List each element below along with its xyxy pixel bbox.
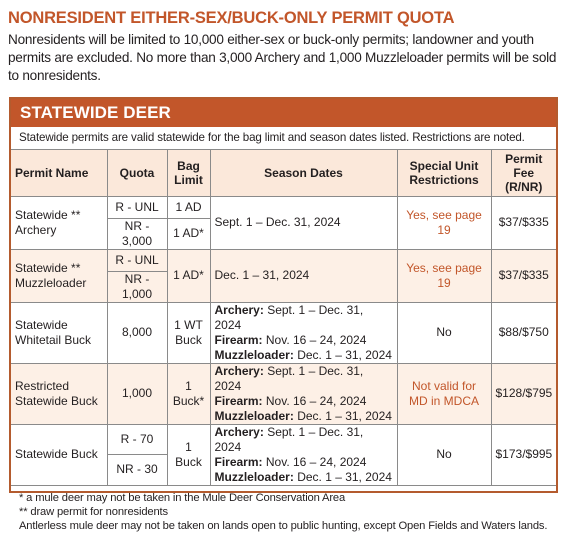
col-bag-limit: Bag Limit bbox=[167, 150, 210, 196]
season-dates bbox=[210, 302, 397, 363]
table-row bbox=[11, 363, 556, 424]
quota: 1,000 bbox=[107, 363, 167, 424]
footnote-antlerless: Antlerless mule deer may not be taken on lands open to public hunting, except Open Fields and Waters lands. bbox=[19, 519, 548, 532]
season-archery: Archery: Sept. 1 – Dec. 31, 2024 bbox=[214, 424, 364, 454]
permit-name: Statewide Buck bbox=[11, 424, 107, 485]
quota-nonresident: NR - 1,000 bbox=[107, 271, 167, 302]
table-row bbox=[11, 249, 556, 271]
footnotes bbox=[11, 486, 556, 533]
season-muzzleloader: Muzzleloader: Dec. 1 – 31, 2024 bbox=[214, 347, 392, 362]
quota-resident: R - UNL bbox=[107, 249, 167, 271]
col-restrictions: Special Unit Restrictions bbox=[397, 150, 491, 196]
header-row bbox=[11, 150, 556, 196]
permit-fee: $37/$335 bbox=[491, 249, 556, 302]
permit-fee: $173/$995 bbox=[491, 424, 556, 485]
season-dates bbox=[210, 424, 397, 485]
restriction: No bbox=[397, 302, 491, 363]
permit-name: Statewide ** Archery bbox=[11, 196, 107, 249]
bag-limit: 1 AD* bbox=[167, 218, 210, 249]
restriction: Not valid for MD in MDCA bbox=[397, 363, 491, 424]
col-quota: Quota bbox=[107, 150, 167, 196]
season-archery: Archery: Sept. 1 – Dec. 31, 2024 bbox=[214, 363, 364, 393]
season-firearm: Firearm: Nov. 16 – 24, 2024 bbox=[214, 393, 367, 408]
season-archery: Archery: Sept. 1 – Dec. 31, 2024 bbox=[214, 302, 364, 332]
quota: 8,000 bbox=[107, 302, 167, 363]
bag-limit: 1 AD* bbox=[167, 249, 210, 302]
footnote-double-asterisk: ** draw permit for nonresidents bbox=[19, 505, 168, 518]
footnote-asterisk: * a mule deer may not be taken in the Mule Deer Conservation Area bbox=[19, 491, 346, 504]
quota-nonresident: NR - 3,000 bbox=[107, 218, 167, 249]
restriction: No bbox=[397, 424, 491, 485]
permit-table bbox=[11, 150, 556, 486]
permit-fee: $37/$335 bbox=[491, 196, 556, 249]
permit-name: Restricted Statewide Buck bbox=[11, 363, 107, 424]
season-muzzleloader: Muzzleloader: Dec. 1 – 31, 2024 bbox=[214, 408, 392, 423]
quota-resident: R - UNL bbox=[107, 196, 167, 218]
quota-intro: Nonresidents will be limited to 10,000 either-sex or buck-only permits; landowner and youth permits are excluded. No more than 3,000 Archery and 1,000 Muzzleloader permits will be sold to nonresidents. bbox=[8, 32, 557, 83]
season-muzzleloader: Muzzleloader: Dec. 1 – 31, 2024 bbox=[214, 469, 392, 484]
quota-nonresident: NR - 30 bbox=[107, 455, 167, 486]
table-row bbox=[11, 302, 556, 363]
quota-title: NONRESIDENT EITHER-SEX/BUCK-ONLY PERMIT QUOTA bbox=[8, 9, 455, 27]
permit-fee: $128/$795 bbox=[491, 363, 556, 424]
season-firearm: Firearm: Nov. 16 – 24, 2024 bbox=[214, 454, 367, 469]
section-note: Statewide permits are valid statewide for the bag limit and season dates listed. Restrictions are noted. bbox=[11, 127, 556, 150]
section-title: STATEWIDE DEER bbox=[11, 99, 556, 127]
season-firearm: Firearm: Nov. 16 – 24, 2024 bbox=[214, 332, 367, 347]
restriction: Yes, see page 19 bbox=[397, 249, 491, 302]
col-permit-name: Permit Name bbox=[11, 150, 107, 196]
bag-limit: 1 WT Buck bbox=[167, 302, 210, 363]
season-dates: Dec. 1 – 31, 2024 bbox=[210, 249, 397, 302]
col-season-dates: Season Dates bbox=[210, 150, 397, 196]
statewide-deer-box bbox=[9, 97, 558, 532]
permit-name: Statewide Whitetail Buck bbox=[11, 302, 107, 363]
col-fee: Permit Fee (R/NR) bbox=[491, 150, 556, 196]
bag-limit: 1 Buck bbox=[167, 424, 210, 485]
restriction: Yes, see page 19 bbox=[397, 196, 491, 249]
quota-resident: R - 70 bbox=[107, 424, 167, 455]
table-row bbox=[11, 424, 556, 455]
table-row bbox=[11, 196, 556, 218]
permit-fee: $88/$750 bbox=[491, 302, 556, 363]
season-dates: Sept. 1 – Dec. 31, 2024 bbox=[210, 196, 397, 249]
season-dates bbox=[210, 363, 397, 424]
permit-name: Statewide ** Muzzleloader bbox=[11, 249, 107, 302]
bag-limit: 1 AD bbox=[167, 196, 210, 218]
bag-limit: 1 Buck* bbox=[167, 363, 210, 424]
